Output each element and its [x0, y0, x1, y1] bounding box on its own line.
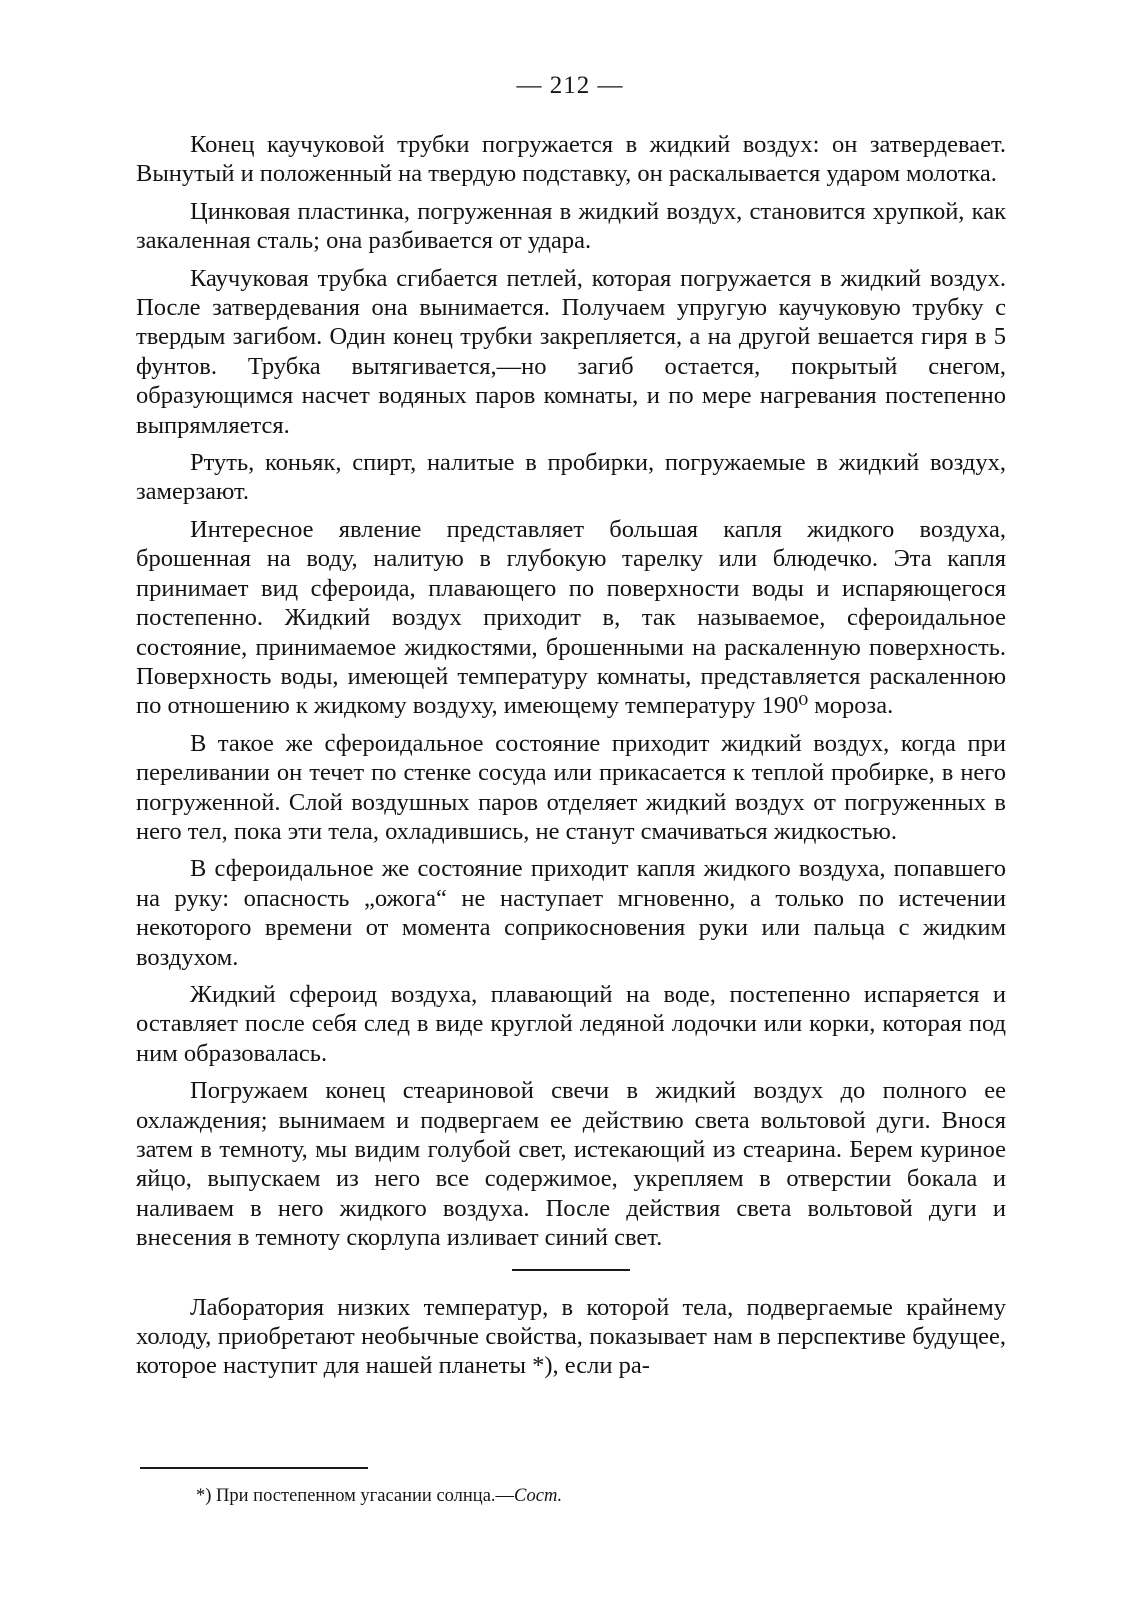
paragraph: В сфероидальное же состояние приходит капля жидкого воздуха, попавшего на руку: опасность „ожога“ не наступает мгновенно, а только по истечении некоторого времени от момента соприкосновения руки или пальца с жидким воздухом. — [136, 855, 1006, 971]
paragraph: Погружаем конец стеариновой свечи в жидкий воздух до полного ее охлаждения; вынимаем и подвергаем ее действию света вольтовой дуги. Внося затем в темноту, мы видим голубой свет, истекающий из стеарина. Берем куриное яйцо, выпускаем из него все содержимое, укрепляем в отверстии бокала и наливаем в него жидкого воздуха. После действия света вольтовой дуги и внесения в темноту скорлупа изливает синий свет. — [136, 1077, 1006, 1252]
footnote-text: *) При постепенном угасании солнца.— — [196, 1486, 515, 1506]
paragraph: Конец каучуковой трубки погружается в жидкий воздух: он затвердевает. Вынутый и положенный на твердую подставку, он раскалывается ударом молотка. — [136, 131, 1006, 188]
paragraph: Интересное явление представляет большая капля жидкого воздуха, брошенная на воду, налитую в глубокую тарелку или блюдечко. Эта капля принимает вид сфероида, плавающего по поверхности воды и испаряющегося постепенно. Жидкий воздух приходит в, так называемое, сфероидальное состояние, принимаемое жидкостями, брошенными на раскаленную поверхность. Поверхность воды, имеющей температуру комнаты, представляется раскаленною по отношению к жидкому воздуху, имеющему температуру 190⁰ мороза. — [136, 515, 1006, 720]
footnote — [196, 1484, 562, 1508]
footnote-rule — [140, 1467, 368, 1469]
paragraph-continued: Лаборатория низких температур, в которой тела, подвергаемые крайнему холоду, приобретают необычные свойства, показывает нам в перспективе будущее, которое наступит для нашей планеты *), если ра- — [136, 1293, 1006, 1380]
paragraph: Жидкий сфероид воздуха, плавающий на воде, постепенно испаряется и оставляет после себя след в виде круглой ледяной лодочки или корки, которая под ним образовалась. — [136, 980, 1006, 1067]
paragraph: Каучуковая трубка сгибается петлей, которая погружается в жидкий воздух. После затвердевания она вынимается. Получаем упругую каучуковую трубку с твердым загибом. Один конец трубки закрепляется, а на другой вешается гиря в 5 фунтов. Трубка вытягивается,—но загиб остается, покрытый снегом, образующимся насчет водяных паров комнаты, и по мере нагревания постепенно выпрямляется. — [136, 264, 1006, 439]
paragraph: Ртуть, коньяк, спирт, налитые в пробирки, погружаемые в жидкий воздух, замерзают. — [136, 449, 1006, 506]
page-number: — 212 — — [516, 72, 624, 99]
main-text — [136, 130, 1006, 1389]
paragraph: Цинковая пластинка, погруженная в жидкий воздух, становится хрупкой, как закаленная сталь; она разбивается от удара. — [136, 197, 1006, 255]
paragraph: В такое же сфероидальное состояние приходит жидкий воздух, когда при переливании он течет по стенке сосуда или прикасается к теплой пробирке, в него погруженной. Слой воздушных паров отделяет жидкий воздух от погруженных в него тел, пока эти тела, охладившись, не станут смачиваться жидкостью. — [136, 729, 1006, 845]
section-separator — [512, 1269, 630, 1271]
footnote-signature: Сост. — [514, 1486, 563, 1506]
